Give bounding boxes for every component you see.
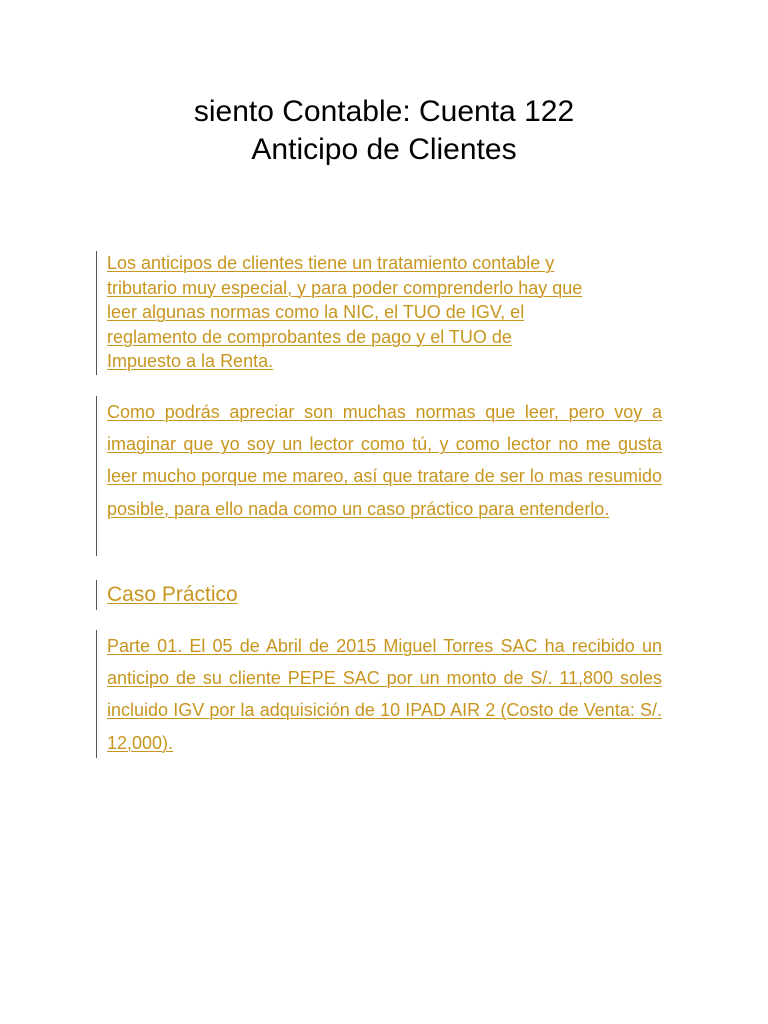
page-title [0, 93, 768, 169]
title-line-2: Anticipo de Clientes [251, 133, 517, 166]
explanation-paragraph [96, 396, 662, 556]
intro-line-1[interactable]: Los anticipos de clientes tiene un tratamiento contable y [107, 253, 555, 273]
intro-line-4[interactable]: reglamento de comprobantes de pago y el TUO de [107, 326, 512, 347]
section-heading-link[interactable]: Caso Práctico [107, 583, 238, 606]
case-paragraph [96, 630, 662, 758]
intro-line-5[interactable]: Impuesto a la Renta. [107, 351, 274, 371]
title-line-1: siento Contable: Cuenta 122 [193, 95, 575, 128]
case-link[interactable]: Parte 01. El 05 de Abril de 2015 Miguel Torres SAC ha recibido un anticipo de su cliente PEPE SAC por un monto de S/. 11,800 soles incluido IGV por la adquisición de 10 IPAD AIR 2 (Costo de Venta: S/. 12,000). [107, 636, 662, 753]
intro-paragraph [96, 251, 662, 375]
intro-line-2[interactable]: tributario muy especial, y para poder comprenderlo hay que [107, 277, 583, 298]
section-heading [96, 580, 662, 610]
explanation-link[interactable]: Como podrás apreciar son muchas normas que leer, pero voy a imaginar que yo soy un lector como tú, y como lector no me gusta leer mucho porque me mareo, así que tratare de ser lo mas resumido posible, para ello nada como un caso práctico para entenderlo. [107, 402, 662, 519]
intro-line-3[interactable]: leer algunas normas como la NIC, el TUO de IGV, el [107, 302, 525, 322]
